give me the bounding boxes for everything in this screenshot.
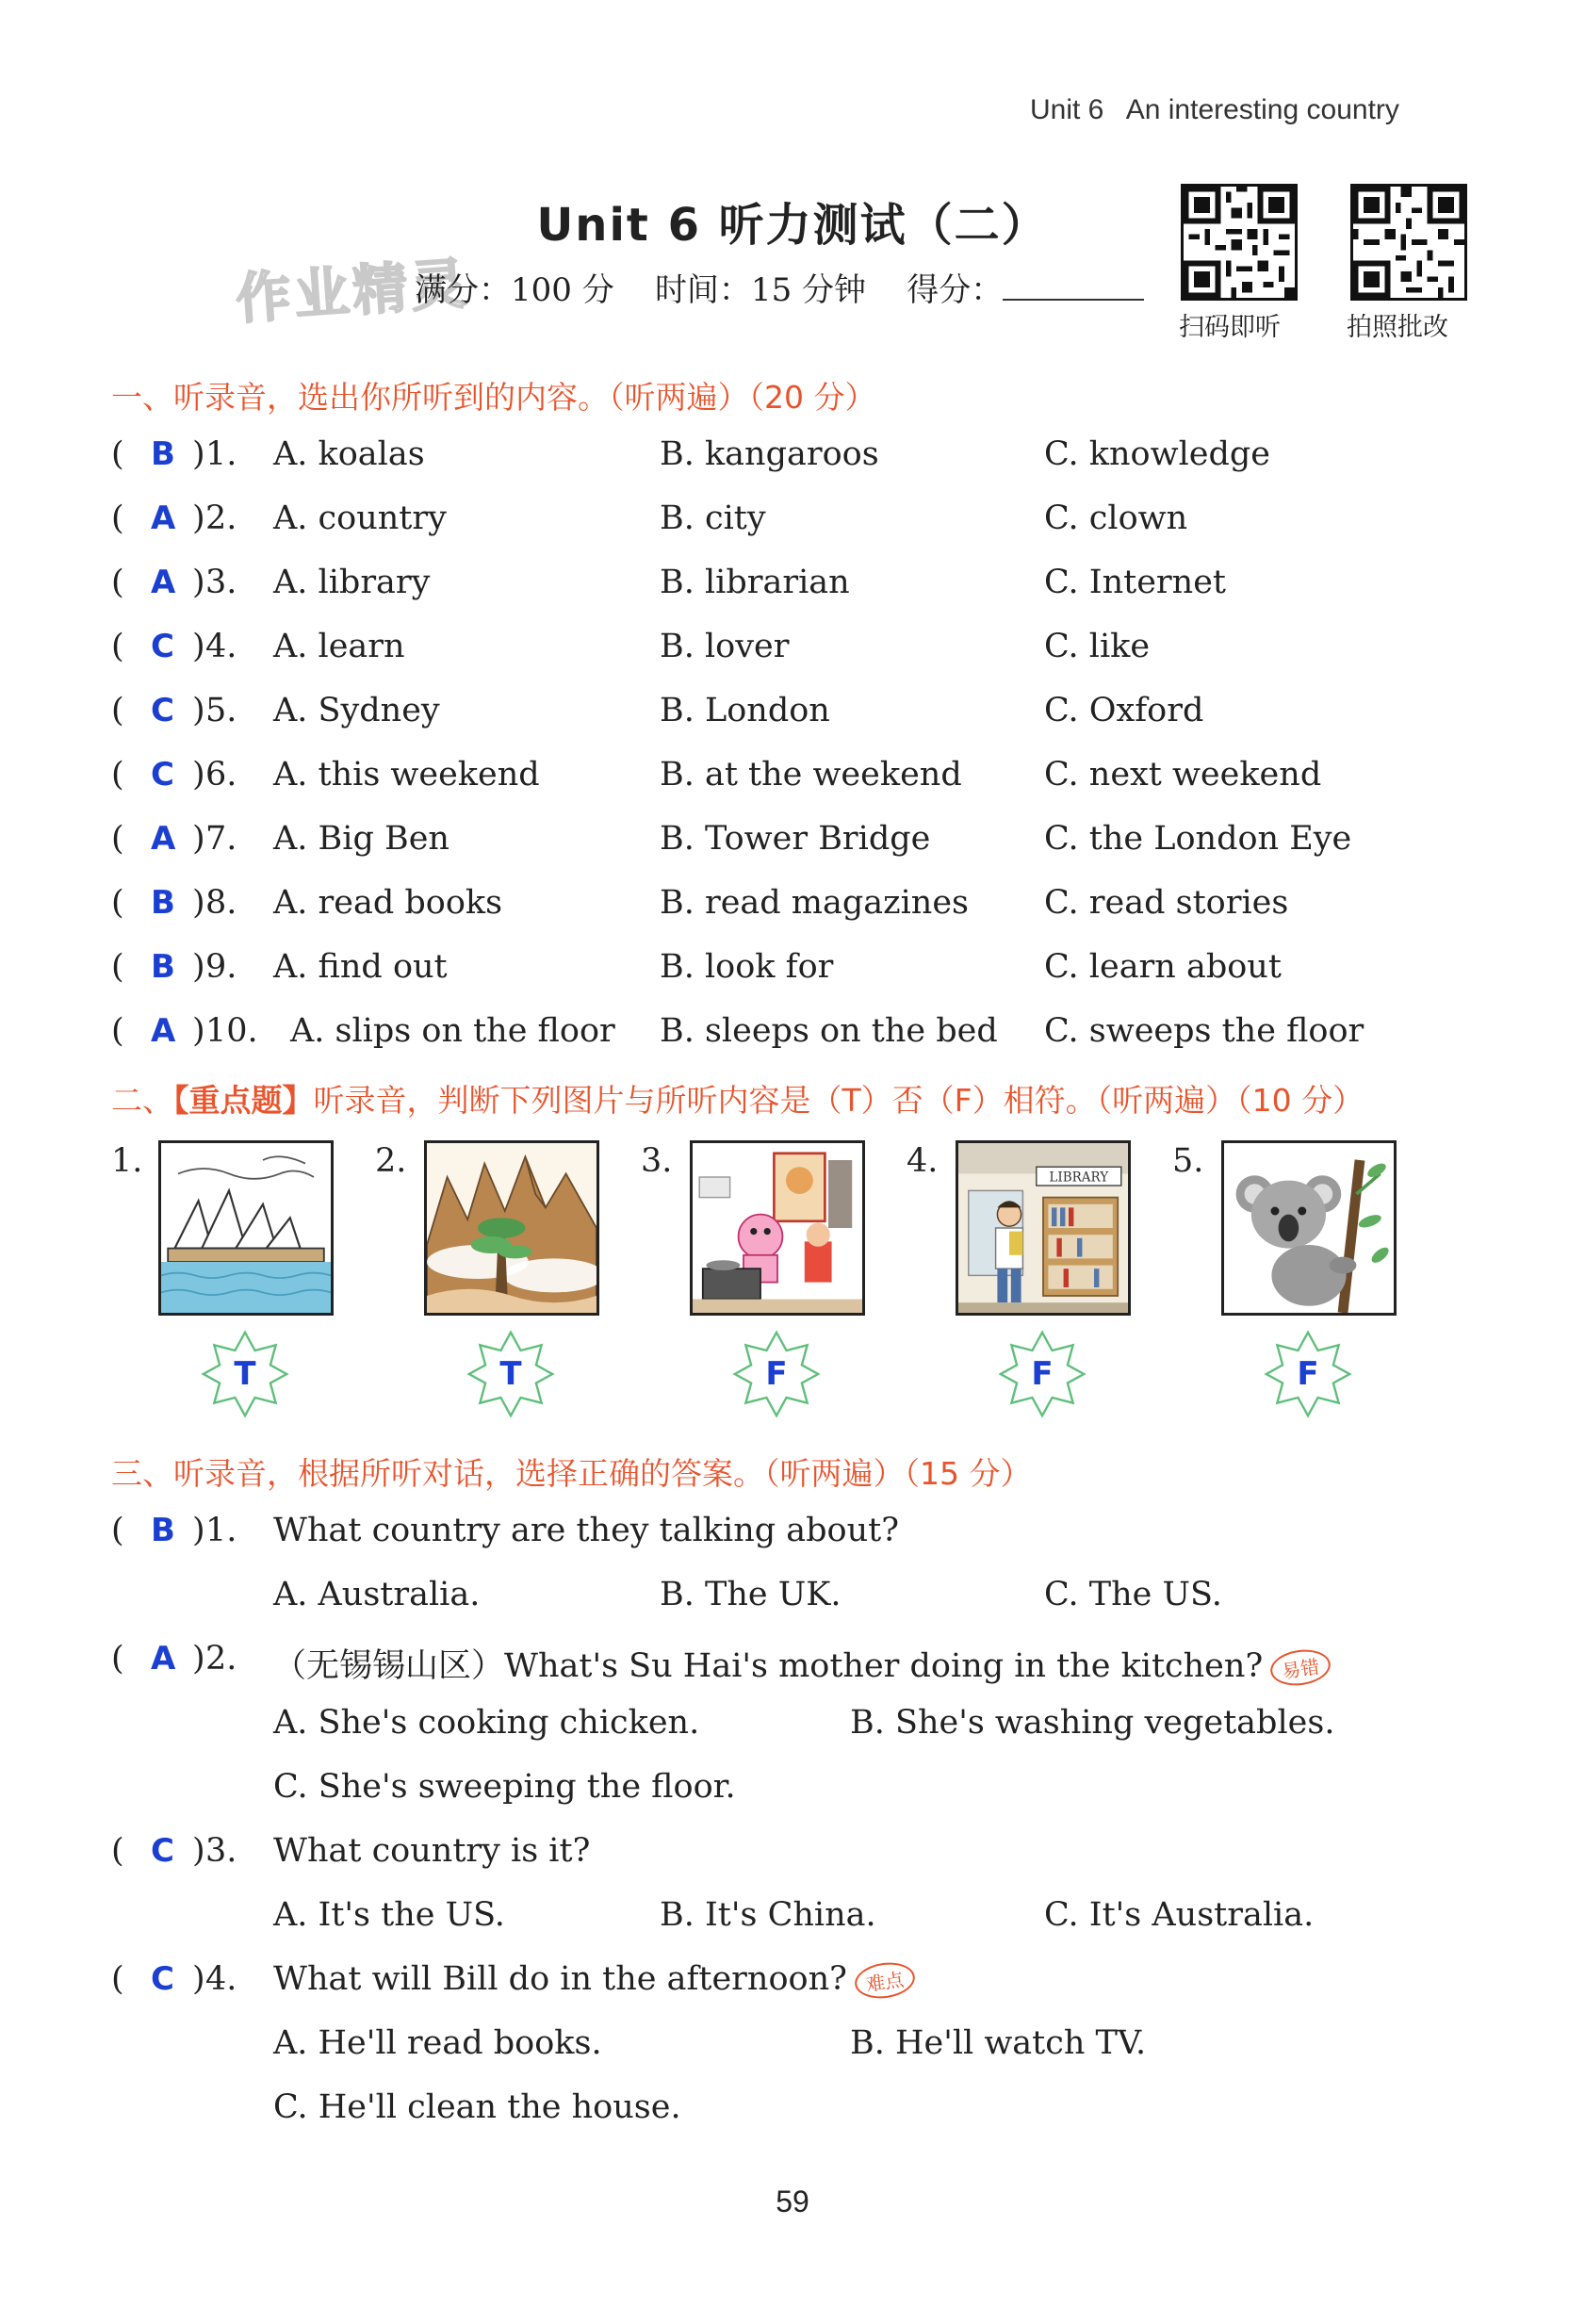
star-answer: F bbox=[1031, 1355, 1054, 1393]
library-sign: LIBRARY bbox=[1049, 1170, 1109, 1186]
option-a: A. this weekend bbox=[273, 756, 540, 794]
full-score: 满分：100 分 bbox=[415, 271, 614, 309]
qr-caption-listen: 扫码即听 bbox=[1179, 313, 1281, 342]
option-a: A. She's cooking chicken. bbox=[273, 1704, 700, 1742]
option-c: C. next weekend bbox=[1044, 756, 1322, 794]
page-number: 59 bbox=[776, 2185, 809, 2218]
option-b: B. sleeps on the bed bbox=[660, 1012, 998, 1050]
key-question-badge: 【重点题】 bbox=[173, 1082, 314, 1119]
option-c: C. He'll clean the house. bbox=[273, 2088, 681, 2126]
option-a: A. Big Ben bbox=[273, 820, 449, 858]
option-b: B. It's China. bbox=[660, 1896, 876, 1934]
answer-blank[interactable]: B bbox=[151, 1512, 175, 1549]
answer-blank[interactable]: B bbox=[151, 435, 175, 473]
score-label: 得分： bbox=[907, 271, 1004, 309]
picture-number: 1. bbox=[111, 1142, 143, 1180]
score-blank[interactable] bbox=[1003, 270, 1144, 301]
answer-blank[interactable]: C bbox=[151, 1832, 174, 1870]
picture-number: 2. bbox=[375, 1142, 407, 1180]
option-b: B. London bbox=[660, 692, 830, 729]
score-meta bbox=[415, 264, 1144, 310]
star-answer: T bbox=[234, 1355, 256, 1393]
watermark: 作业精灵 bbox=[234, 251, 472, 332]
option-b: B. kangaroos bbox=[660, 435, 879, 473]
header-unit: Unit 6 bbox=[1030, 94, 1104, 125]
option-b: B. She's washing vegetables. bbox=[850, 1704, 1335, 1742]
answer-blank[interactable]: A bbox=[151, 499, 176, 537]
answer-star-5[interactable] bbox=[1263, 1329, 1353, 1419]
answer-blank[interactable]: C bbox=[151, 1960, 174, 1998]
picture-koala bbox=[1221, 1140, 1397, 1316]
star-answer: F bbox=[765, 1355, 788, 1393]
question-text: （无锡锡山区）What's Su Hai's mother doing in the kitchen? 易错 bbox=[273, 1640, 1331, 1687]
option-a: A. koalas bbox=[273, 435, 425, 473]
option-a: A. Sydney bbox=[273, 692, 440, 729]
option-a: A. Australia. bbox=[273, 1576, 481, 1613]
difficult-tag: 难点 bbox=[853, 1959, 918, 2003]
option-c: C. clown bbox=[1044, 499, 1188, 537]
option-b: B. The UK. bbox=[660, 1576, 842, 1613]
time-limit: 时间：15 分钟 bbox=[654, 271, 867, 309]
star-answer: T bbox=[499, 1355, 522, 1393]
answer-blank[interactable]: A bbox=[151, 1640, 176, 1678]
option-c: C. sweeps the floor bbox=[1044, 1012, 1364, 1050]
option-a: A. learn bbox=[273, 628, 405, 665]
option-a: A. country bbox=[273, 499, 447, 537]
option-b: B. look for bbox=[660, 948, 834, 986]
option-a: A. slips on the floor bbox=[290, 1012, 615, 1050]
question-text: What will Bill do in the afternoon? 难点 bbox=[273, 1960, 915, 1998]
answer-star-3[interactable] bbox=[731, 1329, 822, 1419]
answer-blank[interactable]: A bbox=[151, 820, 176, 858]
section2-title: 二、【重点题】听录音，判断下列图片与所听内容是（T）否（F）相符。（听两遍）（10 分） bbox=[111, 1082, 1364, 1119]
answer-blank[interactable]: B bbox=[151, 948, 175, 986]
option-c: C. learn about bbox=[1044, 948, 1282, 986]
option-a: A. find out bbox=[273, 948, 448, 986]
option-b: B. city bbox=[660, 499, 766, 537]
option-a: A. He'll read books. bbox=[273, 2024, 602, 2062]
option-c: C. the London Eye bbox=[1044, 820, 1352, 858]
option-c: C. She's sweeping the floor. bbox=[273, 1768, 736, 1806]
option-b: B. lover bbox=[660, 628, 790, 665]
qr-caption-grade: 拍照批改 bbox=[1347, 313, 1448, 342]
header-topic: An interesting country bbox=[1125, 94, 1399, 125]
option-a: A. read books bbox=[273, 884, 503, 922]
answer-blank[interactable]: B bbox=[151, 884, 175, 922]
star-answer: F bbox=[1297, 1355, 1319, 1393]
picture-opera-house bbox=[158, 1140, 334, 1316]
option-b: B. librarian bbox=[660, 564, 850, 601]
option-c: C. read stories bbox=[1044, 884, 1289, 922]
option-c: C. Internet bbox=[1044, 564, 1226, 601]
option-b: B. at the weekend bbox=[660, 756, 962, 794]
option-c: C. The US. bbox=[1044, 1576, 1222, 1613]
section1-title: 一、听录音，选出你所听到的内容。（听两遍）（20 分） bbox=[111, 379, 876, 416]
answer-blank[interactable]: A bbox=[151, 1012, 176, 1050]
error-prone-tag: 易错 bbox=[1268, 1646, 1333, 1690]
option-c: C. It's Australia. bbox=[1044, 1896, 1315, 1934]
answer-star-4[interactable] bbox=[997, 1329, 1087, 1419]
answer-blank[interactable]: A bbox=[151, 564, 176, 601]
answer-blank[interactable]: C bbox=[151, 628, 174, 665]
picture-mountain-scenery bbox=[424, 1140, 599, 1316]
option-c: C. Oxford bbox=[1044, 692, 1204, 729]
question-text: What country are they talking about? bbox=[273, 1512, 899, 1549]
picture-number: 3. bbox=[641, 1142, 673, 1180]
qr-code-grade[interactable] bbox=[1350, 184, 1467, 301]
picture-number: 4. bbox=[907, 1142, 939, 1180]
picture-library bbox=[956, 1140, 1131, 1316]
picture-number: 5. bbox=[1172, 1142, 1204, 1180]
section3-title: 三、听录音，根据所听对话，选择正确的答案。（听两遍）（15 分） bbox=[111, 1455, 1032, 1492]
page-title: Unit 6 听力测试（二） bbox=[536, 199, 1049, 252]
option-c: C. like bbox=[1044, 628, 1151, 665]
answer-star-2[interactable] bbox=[466, 1329, 556, 1419]
option-b: B. Tower Bridge bbox=[660, 820, 931, 858]
option-a: A. It's the US. bbox=[273, 1896, 505, 1934]
answer-blank[interactable]: C bbox=[151, 692, 174, 729]
option-c: C. knowledge bbox=[1044, 435, 1270, 473]
answer-star-1[interactable] bbox=[200, 1329, 290, 1419]
option-b: B. read magazines bbox=[660, 884, 969, 922]
option-a: A. library bbox=[273, 564, 431, 601]
qr-code-listen[interactable] bbox=[1181, 184, 1298, 301]
option-b: B. He'll watch TV. bbox=[850, 2024, 1147, 2062]
question-text: What country is it? bbox=[273, 1832, 591, 1870]
answer-blank[interactable]: C bbox=[151, 756, 174, 794]
running-header bbox=[1030, 94, 1399, 126]
picture-cartoon-kitchen bbox=[690, 1140, 865, 1316]
